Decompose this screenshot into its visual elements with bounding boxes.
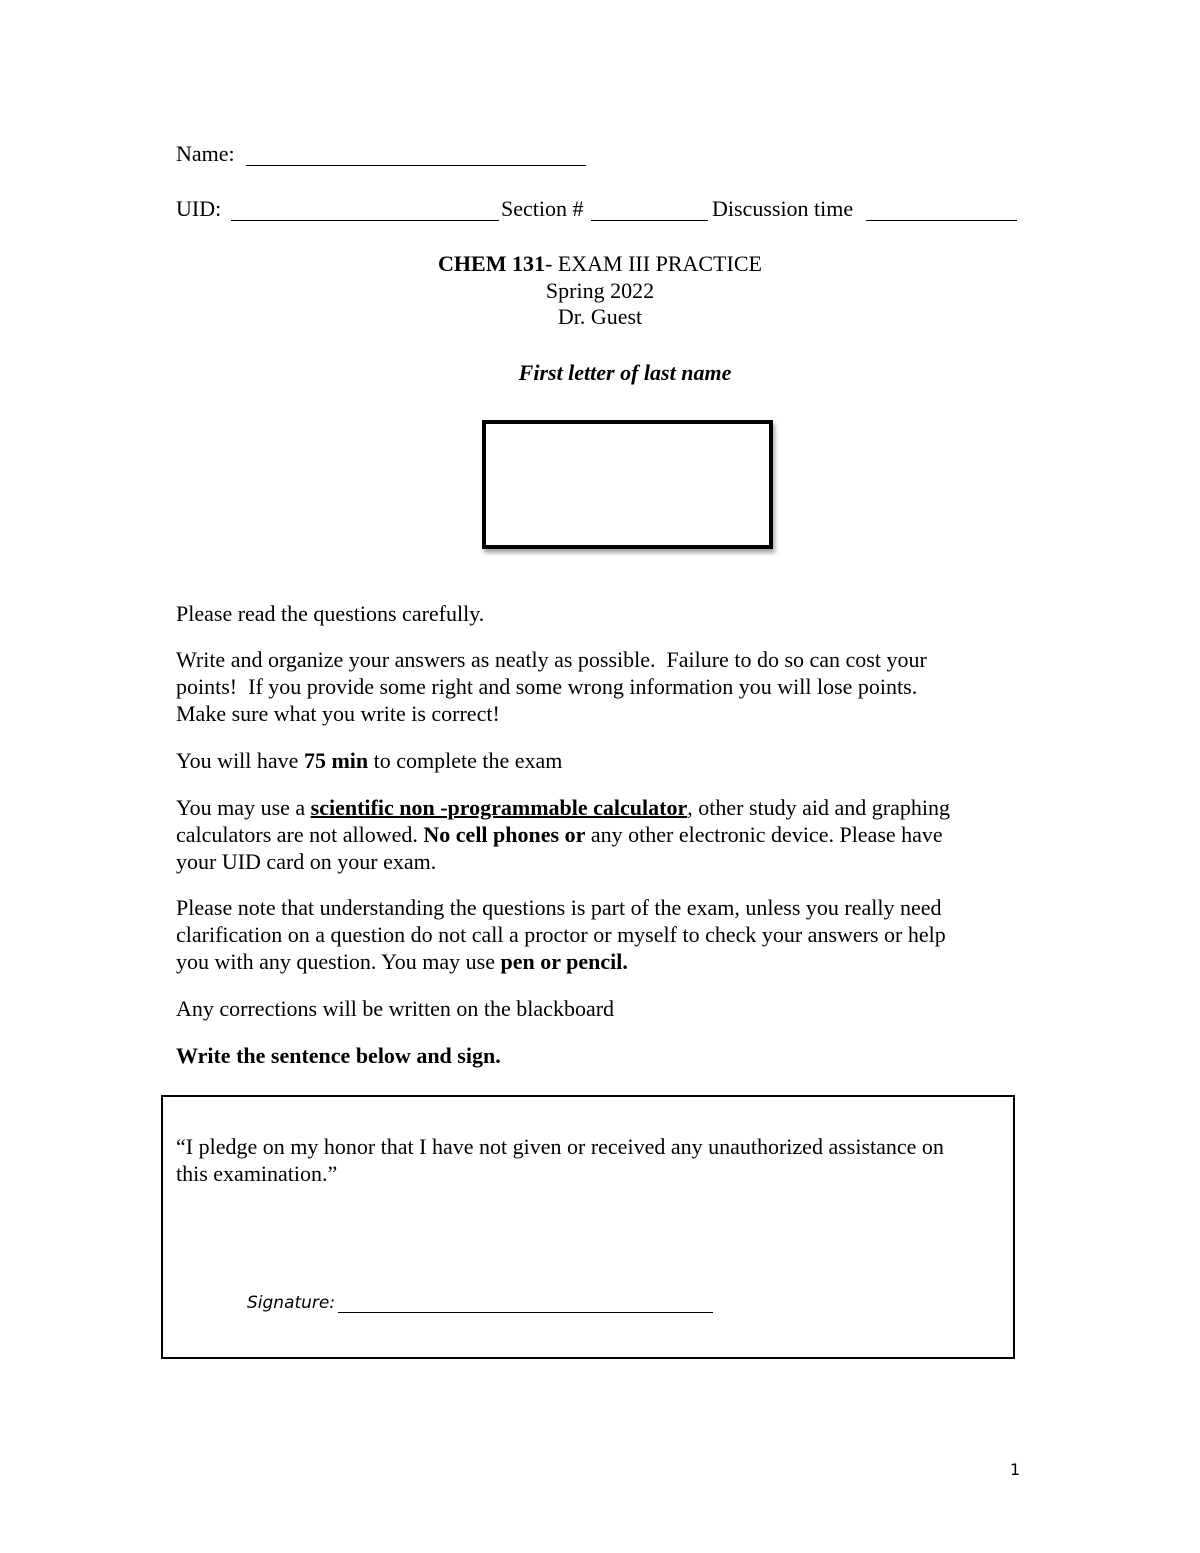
calculator-type: scientific non -programmable calculator — [310, 795, 688, 820]
instruction-understanding — [176, 894, 946, 975]
understanding-line-3-pre: you with any question. You may use — [176, 949, 501, 974]
calculator-line-2-pre: calculators are not allowed. — [176, 822, 424, 847]
name-field-label: Name: — [176, 141, 235, 166]
instruction-calculator — [176, 794, 950, 875]
page-number: 1 — [1010, 1460, 1021, 1479]
pen-or-pencil: pen or pencil. — [500, 949, 628, 974]
box-caption: First letter of last name — [518, 360, 732, 385]
instruction-neatness-line-3: Make sure what you write is correct! — [176, 701, 500, 726]
time-limit-post: to complete the exam — [368, 748, 563, 773]
course-code: CHEM 131 — [438, 251, 545, 276]
name-field-line[interactable] — [246, 165, 586, 166]
calculator-pre: You may use a — [176, 795, 311, 820]
no-cell-phones: No cell phones or — [423, 822, 586, 847]
time-limit-value: 75 min — [303, 748, 369, 773]
exam-term: Spring 2022 — [545, 278, 655, 303]
signature-label: Signature: — [247, 1293, 336, 1313]
section-field-line[interactable] — [591, 220, 708, 221]
exam-title — [0, 250, 1200, 277]
signature-line[interactable] — [338, 1312, 713, 1313]
discussion-time-field-label: Discussion time — [712, 196, 854, 221]
section-field-label: Section # — [501, 196, 584, 221]
time-limit-pre: You will have — [176, 748, 304, 773]
instruction-neatness — [176, 646, 927, 727]
last-name-letter-box[interactable] — [482, 420, 773, 549]
calculator-line-2-post: any other electronic device. Please have — [585, 822, 943, 847]
instruction-corrections: Any corrections will be written on the blackboard — [176, 996, 615, 1021]
uid-field-label: UID: — [176, 196, 222, 221]
instruction-time-limit — [176, 747, 562, 774]
pledge-line-1: “I pledge on my honor that I have not given or received any unauthorized assistance on — [176, 1134, 944, 1159]
calculator-post: , other study aid and graphing — [687, 795, 950, 820]
calculator-line-3: your UID card on your exam. — [176, 849, 437, 874]
understanding-line-1: Please note that understanding the questions is part of the exam, unless you really need — [176, 895, 942, 920]
instruction-neatness-line-1: Write and organize your answers as neatly as possible. Failure to do so can cost your — [176, 647, 927, 672]
exam-instructor: Dr. Guest — [557, 304, 643, 329]
honor-pledge-box — [161, 1095, 1015, 1359]
discussion-time-field-line[interactable] — [866, 220, 1017, 221]
honor-pledge-text — [176, 1133, 944, 1187]
uid-field-line[interactable] — [231, 220, 499, 221]
exam-name: - EXAM III PRACTICE — [545, 251, 762, 276]
pledge-line-2: this examination.” — [176, 1161, 338, 1186]
understanding-line-2: clarification on a question do not call a proctor or myself to check your answers or help — [176, 922, 946, 947]
instruction-neatness-line-2: points! If you provide some right and some wrong information you will lose points. — [176, 674, 918, 699]
instruction-read-carefully: Please read the questions carefully. — [176, 601, 485, 626]
instruction-write-and-sign: Write the sentence below and sign. — [176, 1043, 501, 1068]
